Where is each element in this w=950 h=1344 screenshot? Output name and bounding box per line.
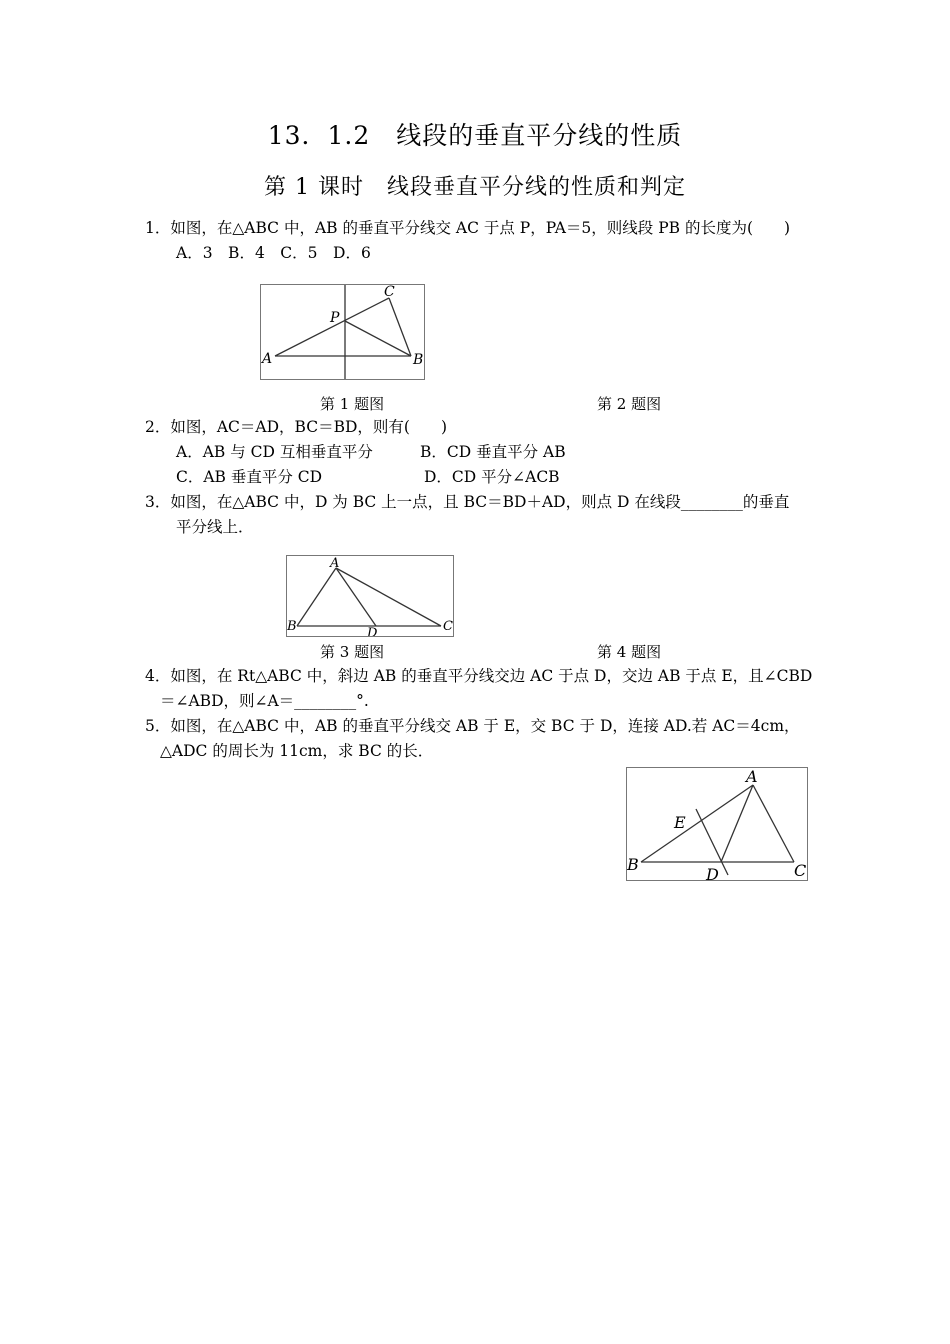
question-2-text: 2．如图，AC＝AD，BC＝BD，则有( ) — [145, 418, 447, 436]
point-b-label: B — [413, 352, 424, 368]
figure-1-diagram — [261, 285, 424, 379]
caption-figure-1: 第 1 题图 — [320, 395, 385, 413]
question-3-line-1: 3．如图，在△ABC 中，D 为 BC 上一点，且 BC＝BD＋AD，则点 D 在线段________的垂直 — [145, 493, 790, 511]
point-e-label: E — [674, 813, 686, 832]
question-1-options: A．3 B．4 C．5 D．6 — [176, 244, 371, 262]
point-a-label: A — [330, 556, 340, 571]
point-a-label: A — [746, 768, 758, 786]
segment-pb — [345, 321, 411, 356]
question-2-option-b: B．CD 垂直平分 AB — [420, 443, 566, 461]
question-2-option-c: C．AB 垂直平分 CD — [176, 468, 323, 486]
segment-ba — [297, 568, 336, 626]
point-b-label: B — [627, 855, 639, 874]
point-a-label: A — [262, 351, 273, 367]
question-3-line-2: 平分线上． — [176, 518, 254, 536]
question-1-text: 1．如图，在△ABC 中，AB 的垂直平分线交 AC 于点 P，PA＝5，则线段 PB 的长度为( ) — [145, 219, 791, 237]
question-5-line-1: 5．如图，在△ABC 中，AB 的垂直平分线交 AB 于 E，交 BC 于 D，连接 AD.若 AC＝4cm， — [145, 717, 800, 735]
question-5-line-2: △ADC 的周长为 11cm，求 BC 的长． — [160, 742, 434, 760]
segment-ac — [275, 298, 389, 356]
figure-5 — [626, 767, 808, 881]
point-d-label: D — [706, 865, 719, 880]
question-2-option-a: A．AB 与 CD 互相垂直平分 — [176, 443, 373, 461]
question-4-line-2: ＝∠ABD，则∠A＝________°. — [160, 692, 369, 710]
point-p-label: P — [330, 310, 340, 326]
segment-ac — [336, 568, 441, 626]
caption-figure-2: 第 2 题图 — [597, 395, 662, 413]
figure-3 — [286, 555, 454, 637]
figure-1 — [260, 284, 425, 380]
point-c-label: C — [794, 861, 807, 880]
figure-5-diagram — [627, 768, 807, 880]
segment-ac — [753, 785, 794, 862]
question-2-option-d: D．CD 平分∠ACB — [424, 468, 560, 486]
segment-cb — [389, 298, 411, 356]
page-title: 13．1.2 线段的垂直平分线的性质 — [267, 121, 683, 150]
segment-ba — [641, 785, 753, 862]
caption-figure-4: 第 4 题图 — [597, 643, 662, 661]
lesson-subtitle: 第 1 课时 线段垂直平分线的性质和判定 — [264, 175, 686, 200]
segment-ad — [336, 568, 376, 626]
figure-3-diagram — [287, 556, 453, 636]
point-c-label: C — [384, 285, 395, 300]
question-4-line-1: 4．如图，在 Rt△ABC 中，斜边 AB 的垂直平分线交边 AC 于点 D，交边 AB 于点 E，且∠CBD — [145, 667, 813, 685]
point-c-label: C — [443, 619, 453, 634]
caption-figure-3: 第 3 题图 — [320, 643, 385, 661]
point-d-label: D — [367, 626, 378, 636]
point-b-label: B — [287, 619, 297, 634]
